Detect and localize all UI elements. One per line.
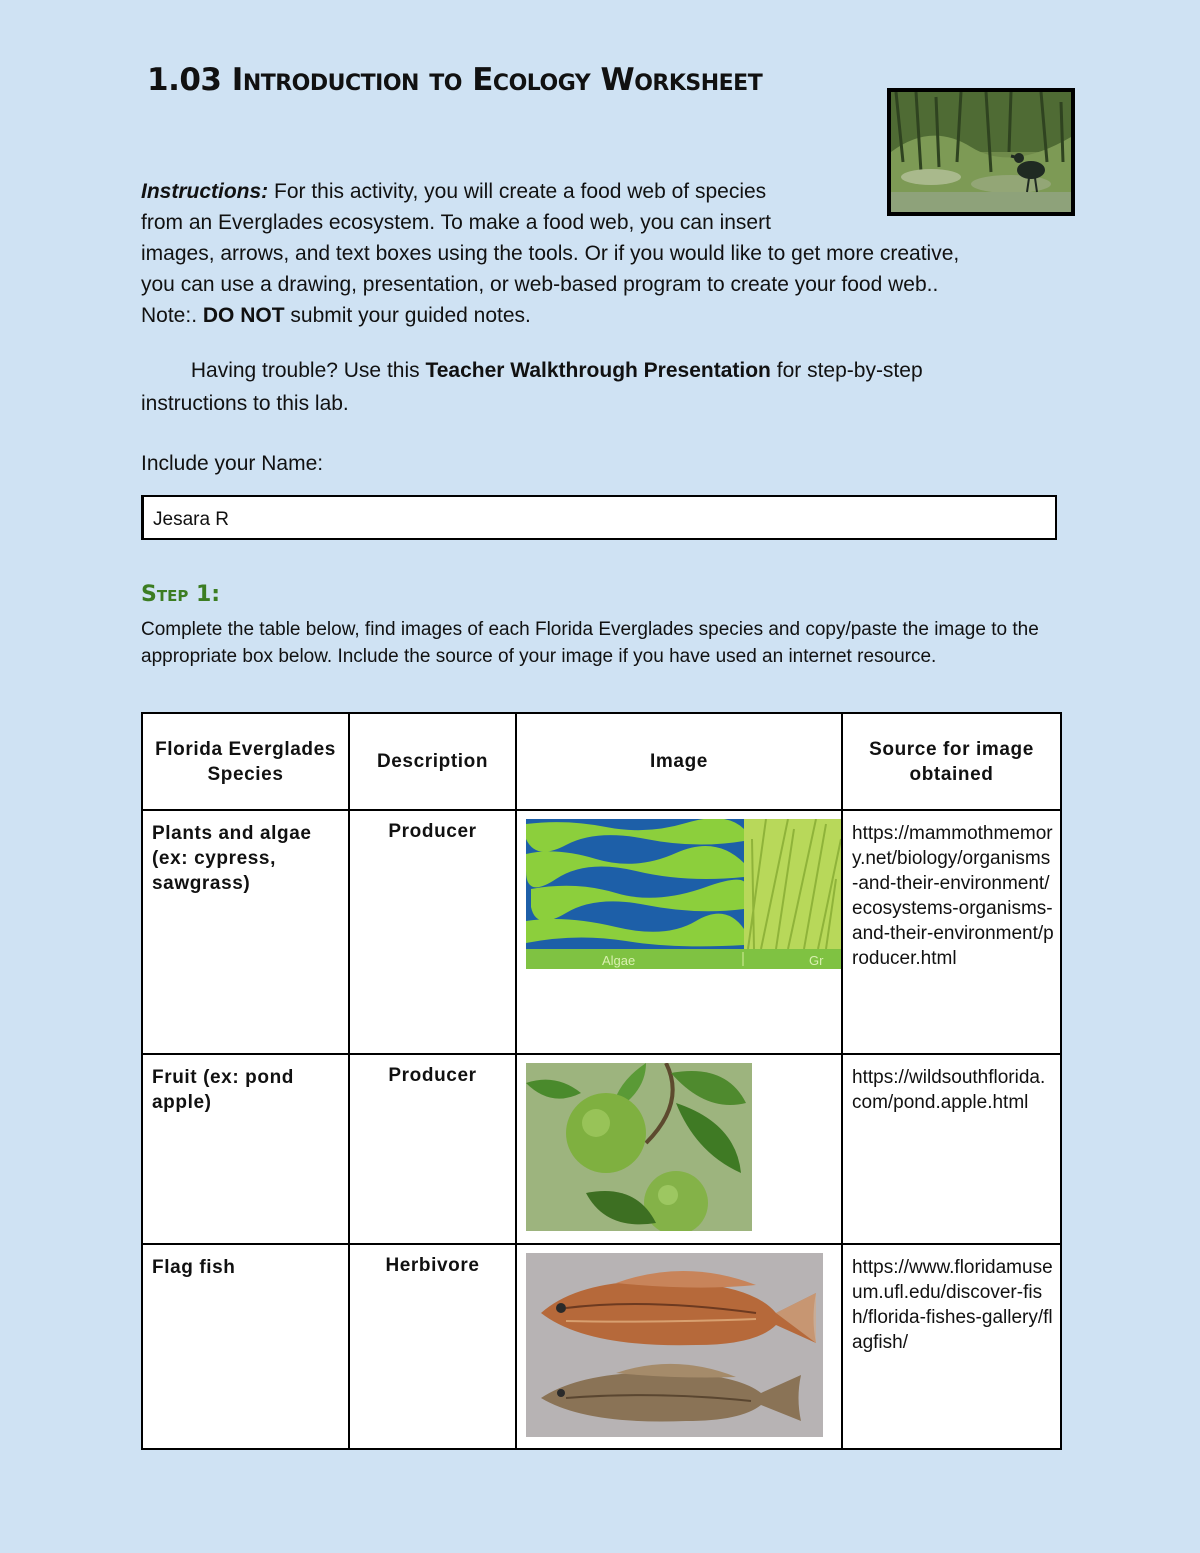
instructions-paragraph <box>141 176 1071 331</box>
help-line: instructions to this lab. <box>141 392 349 415</box>
note-suffix: submit your guided notes. <box>290 304 531 327</box>
table-row <box>142 810 1061 1054</box>
image-cell[interactable] <box>516 810 842 1054</box>
page-title: 1.03 Introduction to Ecology Worksheet <box>147 62 763 98</box>
table-header-row <box>142 713 1061 810</box>
source-cell[interactable]: https://www.floridamuseum.ufl.edu/discover-fish/florida-fishes-gallery/flagfish/ <box>842 1244 1061 1449</box>
species-cell: Fruit (ex: pond apple) <box>142 1054 349 1244</box>
source-cell[interactable]: https://mammothmemory.net/biology/organisms-and-their-environment/ecosystems-organisms-and-their-environment/producer.html <box>842 810 1061 1054</box>
instructions-line: you can use a drawing, presentation, or web-based program to create your food web.. <box>141 273 939 296</box>
instructions-line: For this activity, you will create a food web of species <box>274 180 767 203</box>
grass-label: Gr <box>809 953 824 968</box>
species-cell: Flag fish <box>142 1244 349 1449</box>
help-paragraph <box>141 354 1071 420</box>
teacher-walkthrough-link[interactable]: Teacher Walkthrough Presentation <box>425 359 771 382</box>
instructions-line: images, arrows, and text boxes using the tools. Or if you would like to get more creative, <box>141 242 960 265</box>
pond-apple-image <box>526 1063 752 1231</box>
header-image: Image <box>516 713 842 810</box>
image-cell[interactable] <box>516 1244 842 1449</box>
header-source: Source for image obtained <box>842 713 1061 810</box>
step-1-heading: Step 1: <box>141 582 221 607</box>
description-cell: Producer <box>349 1054 516 1244</box>
algae-label: Algae <box>602 953 636 968</box>
help-suffix: for step-by-step <box>776 359 923 382</box>
note-prefix: Note:. <box>141 304 198 327</box>
header-species: Florida Everglades Species <box>142 713 349 810</box>
image-cell[interactable] <box>516 1054 842 1244</box>
step-1-instructions: Complete the table below, find images of each Florida Everglades species and copy/paste the image to the appropriate box below. Include the source of your image if you have used an internet resource. <box>141 619 1039 667</box>
table-row <box>142 1054 1061 1244</box>
species-cell: Plants and algae (ex: cypress, sawgrass) <box>142 810 349 1054</box>
species-table <box>141 712 1062 1450</box>
flag-fish-image <box>526 1253 823 1437</box>
algae-grass-image <box>526 819 841 969</box>
source-cell[interactable]: https://wildsouthflorida.com/pond.apple.html <box>842 1054 1061 1244</box>
instructions-label: Instructions: <box>141 180 269 203</box>
name-input[interactable]: Jesara R <box>141 495 1057 540</box>
description-cell: Herbivore <box>349 1244 516 1449</box>
description-cell: Producer <box>349 810 516 1054</box>
header-description: Description <box>349 713 516 810</box>
table-row <box>142 1244 1061 1449</box>
note-emphasis: DO NOT <box>202 304 285 327</box>
name-label: Include your Name: <box>141 452 324 475</box>
help-prefix: Having trouble? Use this <box>190 359 420 382</box>
instructions-line: from an Everglades ecosystem. To make a food web, you can insert <box>141 211 771 234</box>
